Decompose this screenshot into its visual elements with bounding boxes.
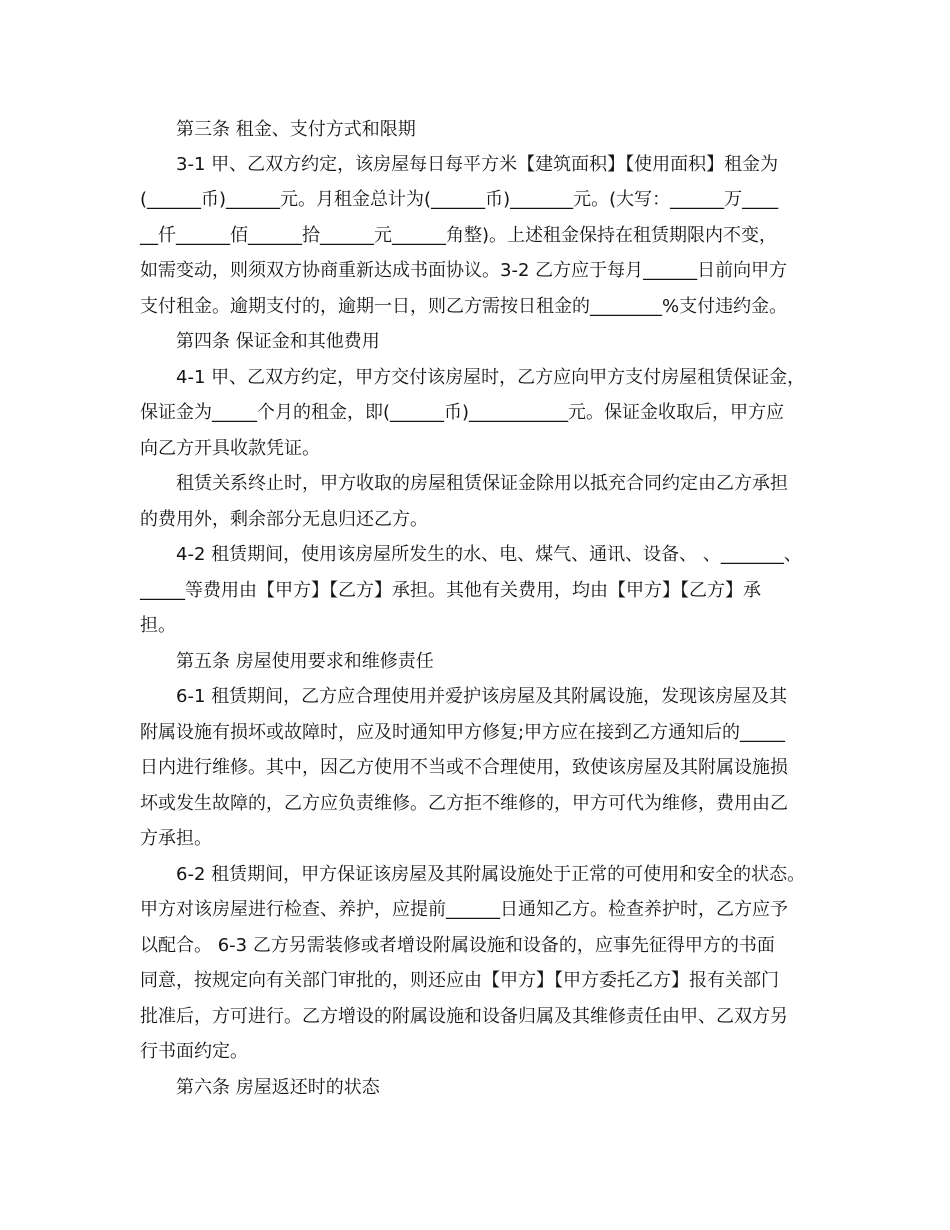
paragraph-6-1-line-3: 日内进行维修。其中，因乙方使用不当或不合理使用，致使该房屋及其附属设施损 — [140, 757, 788, 778]
paragraph-3-1-line-4: 如需变动，则须双方协商重新达成书面协议。3-2 乙方应于每月______日前向甲方 — [140, 260, 788, 281]
paragraph-6-1-line-5: 方承担。 — [140, 828, 212, 849]
paragraph-deposit-line-1: 租赁关系终止时，甲方收取的房屋租赁保证金除用以抵充合同约定由乙方承担 — [176, 473, 788, 494]
paragraph-6-2-line-1: 6-2 租赁期间，甲方保证该房屋及其附属设施处于正常的可使用和安全的状态。 — [176, 864, 806, 885]
paragraph-deposit-line-2: 的费用外，剩余部分无息归还乙方。 — [140, 509, 428, 530]
paragraph-3-1-line-5: 支付租金。逾期支付的，逾期一日，则乙方需按日租金的________%支付违约金。 — [140, 296, 788, 317]
heading-article-5: 第五条 房屋使用要求和维修责任 — [176, 651, 434, 672]
paragraph-6-2-line-2: 甲方对该房屋进行检查、养护，应提前______日通知乙方。检查养护时，乙方应予 — [140, 899, 788, 920]
paragraph-6-1-line-2: 附属设施有损坏或故障时，应及时通知甲方修复;甲方应在接到乙方通知后的_____ — [140, 722, 786, 743]
paragraph-4-1-line-1: 4-1 甲、乙双方约定，甲方交付该房屋时，乙方应向甲方支付房屋租赁保证金， — [176, 367, 806, 388]
paragraph-4-2-line-3: 担。 — [140, 615, 176, 636]
paragraph-4-2-line-1: 4-2 租赁期间，使用该房屋所发生的水、电、煤气、通讯、设备、 、_______、 — [176, 544, 802, 565]
paragraph-6-2-line-4: 同意，按规定向有关部门审批的，则还应由【甲方】【甲方委托乙方】报有关部门 — [140, 970, 779, 991]
paragraph-3-1-line-3: __仟______佰______拾______元______角整)。上述租金保持在租赁期限内不变， — [140, 225, 778, 246]
paragraph-6-2-line-5: 批准后，方可进行。乙方增设的附属设施和设备归属及其维修责任由甲、乙双方另 — [140, 1006, 788, 1027]
paragraph-6-1-line-4: 坏或发生故障的，乙方应负责维修。乙方拒不维修的，甲方可代为维修，费用由乙 — [140, 793, 788, 814]
paragraph-4-2-line-2: _____等费用由【甲方】【乙方】承担。其他有关费用，均由【甲方】【乙方】承 — [140, 580, 761, 601]
heading-article-4: 第四条 保证金和其他费用 — [176, 331, 380, 352]
paragraph-4-1-line-2: 保证金为_____个月的租金，即(______币)___________元。保证金收取后，甲方应 — [140, 402, 785, 423]
paragraph-6-2-line-6: 行书面约定。 — [140, 1041, 248, 1062]
paragraph-6-2-line-3: 以配合。 6-3 乙方另需装修或者增设附属设施和设备的，应事先征得甲方的书面 — [140, 935, 775, 956]
heading-article-3: 第三条 租金、支付方式和限期 — [176, 119, 416, 140]
heading-article-6: 第六条 房屋返还时的状态 — [176, 1077, 380, 1098]
paragraph-3-1-line-2: (______币)______元。月租金总计为(______币)_______元。(大写：______万____ — [140, 189, 779, 210]
paragraph-6-1-line-1: 6-1 租赁期间，乙方应合理使用并爱护该房屋及其附属设施，发现该房屋及其 — [176, 686, 788, 707]
paragraph-3-1-line-1: 3-1 甲、乙双方约定，该房屋每日每平方米【建筑面积】【使用面积】租金为 — [176, 154, 779, 175]
paragraph-4-1-line-3: 向乙方开具收款凭证。 — [140, 438, 320, 459]
